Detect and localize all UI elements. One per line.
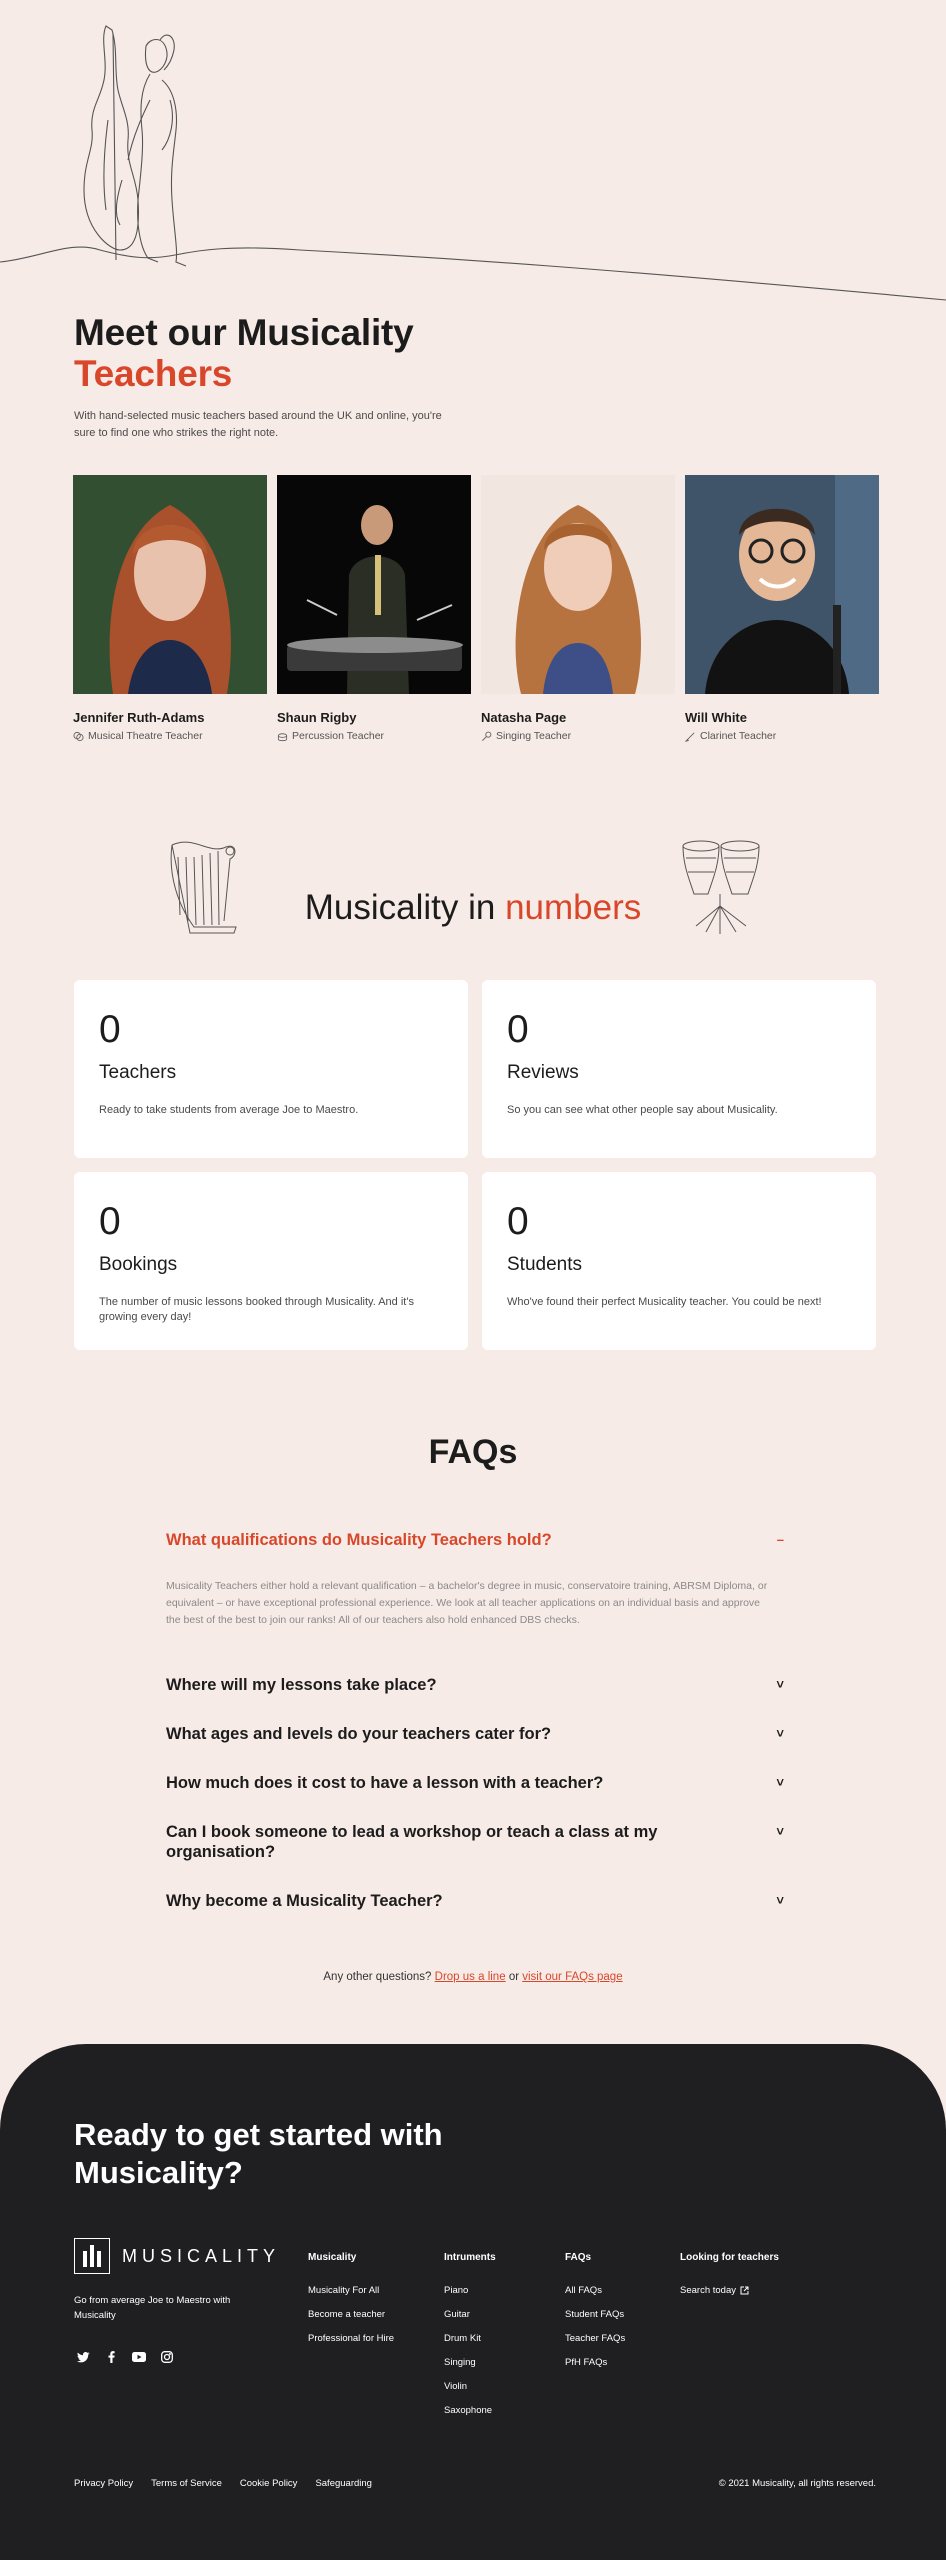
faq-question-text[interactable]: How much does it cost to have a lesson with a teacher? [166, 1774, 604, 1792]
cookie-policy-link[interactable]: Cookie Policy [239, 2478, 298, 2489]
stat-label: Bookings [99, 1254, 178, 1275]
teacher-name[interactable]: Jennifer Ruth-Adams [73, 710, 205, 725]
footer-column-musicality [308, 2252, 394, 2357]
drum-icon [277, 731, 288, 742]
stat-card-bookings [74, 1172, 468, 1350]
faq-question[interactable] [166, 1822, 786, 1862]
legal-links [74, 2478, 372, 2489]
teacher-photo[interactable] [481, 475, 675, 694]
teacher-role-label: Musical Theatre Teacher [88, 730, 203, 742]
teacher-name[interactable]: Natasha Page [481, 710, 567, 725]
stat-value: 0 [507, 1008, 529, 1051]
faq-question-text[interactable]: What qualifications do Musicality Teachers hold? [166, 1531, 552, 1549]
teacher-role [277, 730, 471, 742]
stat-card-students [482, 1172, 876, 1350]
stats-grid [74, 980, 876, 1350]
stat-value: 0 [507, 1200, 529, 1243]
footer-link[interactable]: All FAQs [565, 2285, 602, 2296]
footer-column-looking-for-teachers [680, 2252, 779, 2309]
faq-question-text[interactable]: Where will my lessons take place? [166, 1676, 437, 1694]
teacher-role [73, 730, 267, 742]
footer-link[interactable]: Professional for Hire [308, 2333, 395, 2344]
double-bass-player-illustration [0, 0, 946, 310]
faq-item[interactable] [166, 1822, 786, 1862]
faq-question[interactable] [166, 1675, 786, 1695]
stat-card-teachers [74, 980, 468, 1158]
stat-description: Ready to take students from average Joe to Maestro. [99, 1104, 359, 1116]
collapse-icon[interactable]: – [776, 1532, 784, 1547]
faq-item[interactable] [166, 1530, 786, 1629]
search-today-link[interactable]: Search today [680, 2285, 779, 2296]
teacher-card[interactable] [73, 475, 267, 742]
youtube-icon[interactable] [132, 2350, 146, 2364]
footer-link[interactable]: PfH FAQs [565, 2357, 608, 2368]
chevron-down-icon[interactable]: ˅ [776, 1726, 784, 1741]
faq-question-text[interactable]: Can I book someone to lead a workshop or teach a class at my organisation? [166, 1823, 658, 1861]
chevron-down-icon[interactable]: ˅ [776, 1677, 784, 1692]
faq-item[interactable] [166, 1891, 786, 1911]
footer-cta: Ready to get started with Musicality? [74, 2117, 443, 2190]
stat-card-reviews [482, 980, 876, 1158]
facebook-icon[interactable] [104, 2350, 118, 2364]
footer-link[interactable]: Become a teacher [308, 2309, 386, 2320]
logo-text: MUSICALITY [122, 2245, 281, 2266]
logo-mark-icon [74, 2238, 110, 2274]
teacher-card[interactable] [685, 475, 879, 742]
faq-question-text[interactable]: What ages and levels do your teachers cater for? [166, 1725, 552, 1743]
terms-of-service-link[interactable]: Terms of Service [151, 2478, 222, 2489]
faq-title: FAQs [428, 1433, 518, 1471]
teacher-photo[interactable] [73, 475, 267, 694]
teacher-role-label: Percussion Teacher [292, 730, 385, 742]
chevron-down-icon[interactable]: ˅ [776, 1824, 784, 1839]
contact-prompt: Any other questions? Drop us a line or visit our FAQs page [323, 1971, 623, 1983]
teacher-card[interactable] [481, 475, 675, 742]
footer-link[interactable]: Violin [444, 2381, 468, 2392]
teacher-role-label: Singing Teacher [496, 730, 572, 742]
teacher-name[interactable]: Will White [685, 710, 747, 725]
teacher-photo[interactable] [685, 475, 879, 694]
teacher-photo[interactable] [277, 475, 471, 694]
page-title: Meet our Musicality Teachers [74, 312, 494, 394]
faq-question[interactable] [166, 1891, 786, 1911]
external-link-icon [740, 2286, 749, 2295]
copyright: © 2021 Musicality, all rights reserved. [718, 2478, 876, 2489]
chevron-down-icon[interactable]: ˅ [776, 1893, 784, 1908]
footer-link[interactable]: Singing [444, 2357, 476, 2368]
footer-link[interactable]: Teacher FAQs [565, 2333, 626, 2344]
chevron-down-icon[interactable]: ˅ [776, 1775, 784, 1790]
footer [0, 2044, 946, 2560]
instagram-icon[interactable] [160, 2350, 174, 2364]
footer-link[interactable]: Guitar [444, 2309, 470, 2320]
teacher-role [685, 730, 879, 742]
footer-link[interactable]: Student FAQs [565, 2309, 625, 2320]
stat-description: The number of music lessons booked through Musicality. And it's growing every day! [99, 1296, 414, 1323]
faq-item[interactable] [166, 1724, 786, 1744]
stat-label: Reviews [507, 1062, 579, 1083]
faq-item[interactable] [166, 1773, 786, 1793]
teacher-card[interactable] [277, 475, 471, 742]
footer-column-title: Musicality [308, 2252, 357, 2263]
teacher-list [73, 475, 878, 742]
footer-link[interactable]: Drum Kit [444, 2333, 481, 2344]
numbers-title: Musicality in numbers [304, 888, 642, 927]
stat-label: Students [507, 1254, 582, 1275]
faq-item[interactable] [166, 1675, 786, 1695]
stat-label: Teachers [99, 1062, 177, 1083]
faqs-page-link[interactable]: visit our FAQs page [522, 1971, 623, 1983]
faq-question[interactable] [166, 1724, 786, 1744]
teacher-role [481, 730, 675, 742]
footer-link[interactable]: Musicality For All [308, 2285, 380, 2296]
footer-link[interactable]: Piano [444, 2285, 469, 2296]
footer-column-faqs [565, 2252, 625, 2381]
teacher-name[interactable]: Shaun Rigby [277, 710, 357, 725]
faq-question[interactable] [166, 1773, 786, 1793]
drop-us-a-line-link[interactable]: Drop us a line [434, 1971, 506, 1983]
footer-tagline: Go from average Joe to Maestro with Musicality [74, 2295, 231, 2321]
meet-teachers-section [74, 312, 494, 442]
microphone-icon [481, 731, 492, 742]
intro-text: With hand-selected music teachers based around the UK and online, you're sure to find one who strikes the right note. [74, 410, 442, 439]
safeguarding-link[interactable]: Safeguarding [315, 2478, 372, 2489]
faq-question-text[interactable]: Why become a Musicality Teacher? [166, 1892, 443, 1910]
teacher-role-label: Clarinet Teacher [700, 730, 777, 742]
footer-column-title: FAQs [565, 2252, 592, 2263]
logo[interactable] [74, 2238, 280, 2274]
social-links [76, 2350, 174, 2364]
footer-column-title: Looking for teachers [680, 2252, 779, 2263]
footer-link[interactable]: Saxophone [444, 2405, 493, 2416]
stat-description: Who've found their perfect Musicality teacher. You could be next! [507, 1296, 822, 1308]
faq-question[interactable] [166, 1530, 786, 1550]
twitter-icon[interactable] [76, 2350, 90, 2364]
theatre-masks-icon [73, 731, 84, 742]
stat-value: 0 [99, 1200, 121, 1243]
faq-answer: Musicality Teachers either hold a relevant qualification – a bachelor's degree in music, conservatoire training, ABRSM Diploma, or equivalent – or have exceptional professional experience. We look at all teacher applications on an individual basis and approve the best of the best to join our ranks! All of our teachers also hold enhanced DBS checks. [166, 1580, 768, 1626]
privacy-policy-link[interactable]: Privacy Policy [74, 2478, 134, 2489]
numbers-title-accent: numbers [505, 888, 642, 927]
page-title-accent: Teachers [74, 353, 233, 394]
stat-value: 0 [99, 1008, 121, 1051]
stat-description: So you can see what other people say about Musicality. [507, 1104, 778, 1116]
clarinet-icon [685, 731, 696, 742]
footer-column-title: Intruments [444, 2252, 496, 2263]
footer-column-instruments [444, 2252, 496, 2429]
